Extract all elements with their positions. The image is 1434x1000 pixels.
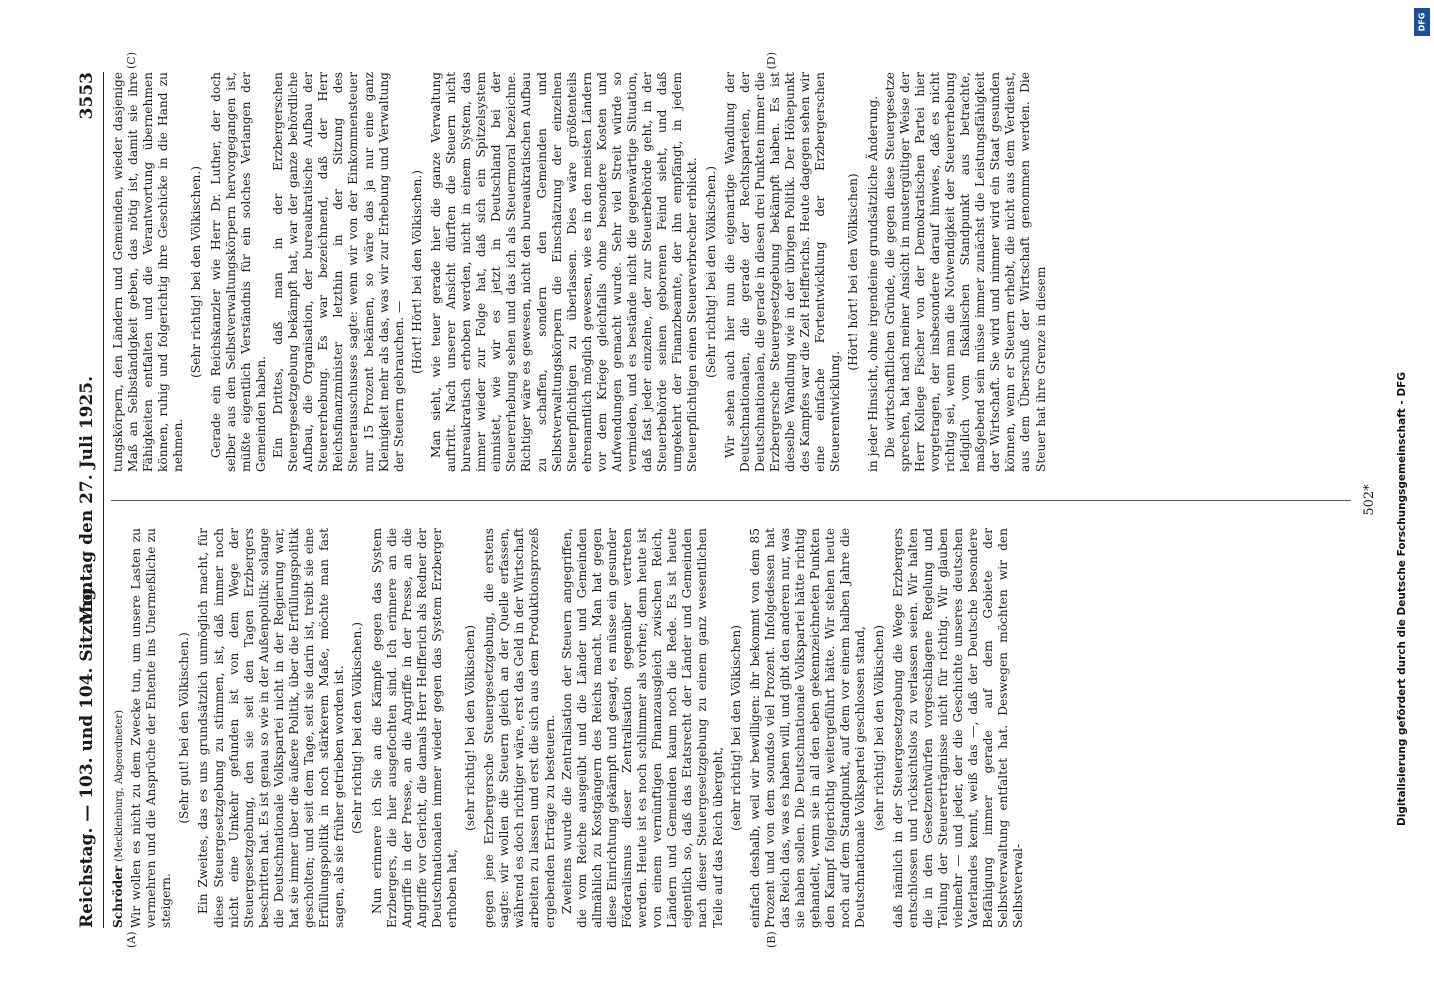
margin-marker-a: (A)	[125, 931, 138, 948]
paragraph: Zweitens wurde die Zentralisation der Steuern angegriffen, die vom Reiche ausgeübt und die Länder und Gemeinden allmählich zu Kostgängern des Reichs macht. Man hat gegen diese Einrichtung gekämpft und gesagt, es müsse ein gesunder Föderalismus dieser Zentralisation gegenüber vertreten werden. Heute ist es noch schlimmer als vorher; denn heute ist von einem vernünftigen Finanzausgleich zwischen Reich, Ländern und Gemeinden kaum noch die Rede. Es ist heute eigentlich so, daß das Etatsrecht der Länder und Gemeinden nach dieser Steuergesetzgebung zu einem ganz wesentlichen Teile auf das Reich übergeht,	[559, 528, 725, 928]
interjection: (Hört! Hört! bei den Völkischen.)	[409, 169, 424, 375]
paragraph: Gerade ein Reichskanzler wie Herr Dr. Luther, der doch selber aus den Selbstverwaltungskörpern hervorgegangen ist, müßte eigentlich Verständnis für ein solches Verlangen der Gemeinden haben.	[208, 72, 268, 472]
margin-marker-c: (C)	[125, 52, 138, 69]
dfg-logo	[1414, 8, 1430, 36]
document-page	[65, 50, 1385, 950]
footer-signature	[1362, 50, 1377, 950]
header-date: Montag den 27. Juli 1925.	[77, 375, 97, 625]
header-title: Reichstag. — 103. und 104. Sitzung.	[77, 582, 97, 928]
paragraph: Wir sehen auch hier nun die eigenartige Wandlung der Deutschnationalen, die gerade der Rechtsparteien, der Deutschnationalen, die gerade in diesen drei Punkten immer die Erzbergersche Steuergesetzgebung bekämpft haben. Es ist dieselbe Wandlung wie in der übrigen Politik. Der Höhepunkt des Kampfes war die Zeit Helfferichs. Heute dagegen sehen wir eine einfache Fortentwicklung der Erzbergerschen Steuerentwicklung.	[722, 72, 843, 472]
interjection: (sehr richtig! bei den Völkischen)	[463, 625, 478, 832]
paragraph: Wir wollen es nicht zu dem Zwecke tun, um unsere Lasten zu vermehren und die Ansprüche der Entente ins Unermeßliche zu steigern.	[129, 528, 174, 928]
paragraph: Man sieht, wie teuer gerade hier die ganze Verwaltung auftritt. Nach unserer Ansicht dürften die Steuern nicht bureaukratisch erhoben werden, nicht in einem System, das immer wieder zur Folge hat, daß sich ein Spitzelsystem einnistet, wie wir es jetzt in Deutschland bei der Steuererhebung sehen und das ich als Steuermoral bezeichne. Richtiger wäre es gewesen, nicht den bureaukratischen Aufbau zu schaffen, sondern den Gemeinden und Selbstverwaltungskörpern die Einschätzung der einzelnen Steuerpflichtigen zu überlassen. Dies wäre größtenteils ehrenamtlich möglich gewesen, wie es in den meisten Ländern vor dem Kriege gleichfalls ohne besondere Kosten und Aufwendungen gemacht wurde. Sehr viel Streit würde so vermieden, und es bestände nicht die gegenwärtige Situation, daß fast jeder einzelne, der zur Steuerbehörde geht, in der Steuerbehörde seinen geborenen Feind sieht, und daß umgekehrt der Finanzbeamte, der ihn empfängt, in jedem Steuerpflichtigen einen Steuerverbrecher erblickt.	[428, 72, 700, 472]
speaker-name: Schröder	[111, 865, 125, 928]
interjection: (Sehr richtig! bei den Völkischen.)	[350, 622, 365, 834]
paragraph: Die wirtschaftlichen Gründe, die gegen diese Steuergesetze sprechen, hat nach meiner Ansicht in mustergültiger Weise der Herr Kollege Fischer von der Demokratischen Partei hier vorgetragen, der insbesondere darauf hinwies, daß es nicht richtig sei, wenn man die Notwendigkeit der Steuererhebung lediglich vom fiskalischen Standpunkt aus betrachte, maßgebend sein müsse immer zunächst die Leistungsfähigkeit der Wirtschaft. Sie wird und nimmer wird ein Staat gesunden können, wenn er Steuern erhebt, die nicht aus dem Verdienst, aus dem Überschuß der Wirtschaft genommen werden. Die Steuer hat ihre Grenze in diesem	[882, 72, 1048, 472]
paragraph: Nun erinnere ich Sie an die Kämpfe gegen das System Erzbergers, die hier ausgefochten sind. Ich erinnere an die Angriffe in der Presse, an die Angriffe in der Presse, an die Angriffe vor Gericht, die damals Herr Helfferich als Redner der Deutschnationalen immer wieder gegen das System Erzberger erhoben hat,	[369, 528, 459, 928]
paragraph: einfach deshalb, weil wir bewilligen: ihr bekommt von dem 85 Prozent und von dem soundso viel Prozent. Infolgedessen hat das Reich das, was es haben will, und gibt den anderen nur, was sie haben sollen. Die Deutschnationale Volkspartei hätte richtig gehandelt, wenn sie in all den eben gekennzeichneten Punkten den Kampf folgerichtig weitergeführt hätte. Wir stehen heute noch auf dem Standpunkt, auf dem vor einem halben Jahre die Deutschnationale Volkspartei geschlossen stand,	[747, 528, 868, 928]
speaker-line	[111, 528, 127, 928]
paragraph: tungskörpern, den Ländern und Gemeinden, wieder dasjenige Maß an Selbständigkeit geben, das nötig ist, damit sie ihre Fähigkeiten entfalten und die Verantwortung übernehmen können, ruhig und folgerichtig ihre Geschicke in die Hand zu nehmen.	[111, 72, 186, 472]
left-column	[111, 528, 1351, 928]
page-header	[73, 72, 104, 928]
paragraph: gegen jene Erzbergersche Steuergesetzgebung, die erstens sagte: wir wollen die Steuern gleich an der Quelle erfassen, während es doch richtiger wäre, erst das Geld in der Wirtschaft arbeiten zu lassen und erst die sich aus dem Produktionsprozeß ergebenden Erträge zu besteuern.	[482, 528, 557, 928]
interjection: (Sehr richtig! bei den Völkischen.)	[189, 166, 204, 378]
paragraph: Ein Zweites, das es uns grundsätzlich unmöglich macht, für diese Steuergesetzgebung zu stimmen, ist, daß immer noch nicht eine Umkehr gefunden ist von dem Wege der Steuergesetzgebung, den sie seit den Tagen Erzbergers beschritten hat. Es ist genau so wie in der Außenpolitik: solange die Deutschnationale Volkspartei nicht in der Regierung war, hat sie immer über die äußere Politik, über die Erfüllungspolitik gescholten; und seit dem Tage, seit sie darin ist, treibt sie eine Erfüllungspolitik in noch stärkerem Maße, möchte man fast sagen, als sie früher getrieben worden ist.	[196, 528, 347, 928]
paragraph: daß nämlich in der Steuergesetzgebung die Wege Erzbergers entschlossen und rücksichtslos zu verlassen seien. Wir halten die in den Gesetzentwürfen vorgeschlagene Regelung und Teilung der Steuererträgnisse nicht für richtig. Wir glauben vielmehr — und jeder, der die Geschichte unseres deutschen Vaterlandes kennt, weiß das —, daß der Deutsche besondere Befähigung immer gerade auf dem Gebiete der Selbstverwaltung entfaltet hat. Deswegen möchten wir den Selbstverwal-	[890, 528, 1026, 928]
paragraph: in jeder Hinsicht, ohne irgendeine grundsätzliche Änderung.	[865, 95, 880, 472]
interjection: (Sehr richtig! bei den Völkischen.)	[703, 166, 718, 378]
page-number: 3553	[77, 72, 97, 120]
margin-marker-b: (B)	[765, 931, 778, 948]
margin-marker-d: (D)	[765, 52, 778, 70]
footer-marker: 502*	[1362, 484, 1377, 516]
dfg-logo-text: DFG	[1417, 12, 1427, 32]
interjection: (sehr richtig! bei den Völkischen)	[728, 625, 743, 832]
right-column	[111, 72, 1351, 472]
interjection: (sehr richtig! bei den Völkischen)	[871, 625, 886, 832]
interjection: (Sehr gut! bei den Völkischen.)	[177, 632, 192, 824]
interjection: (Hört! hört! bei den Völkischen)	[846, 173, 861, 371]
column-divider	[111, 500, 1351, 501]
dfg-credit: Digitalisierung gefördert durch die Deutsche Forschungsgemeinschaft - DFG	[1396, 372, 1408, 826]
paragraph: Ein Drittes, daß man in der Erzbergerschen Steuergesetzgebung bekämpft hat, war der ganze behördliche Aufbau, die Organisation, der bureaukratische Aufbau der Steuererhebung. Es war bezeichnend, daß der Herr Reichsfinanzminister letzthin in der Sitzung des Steuerausschusses sagte: wenn wir von der Einkommensteuer nur 15 Prozent bekämen, so wäre das ja nur eine ganz Kleinigkeit mehr als das, was wir zur Erhebung und Verwaltung der Steuern gebrauchen. —	[270, 72, 406, 472]
dfg-strip	[1412, 0, 1434, 1000]
speaker-note: (Mecklenburg, Abgeordneter)	[114, 710, 125, 862]
